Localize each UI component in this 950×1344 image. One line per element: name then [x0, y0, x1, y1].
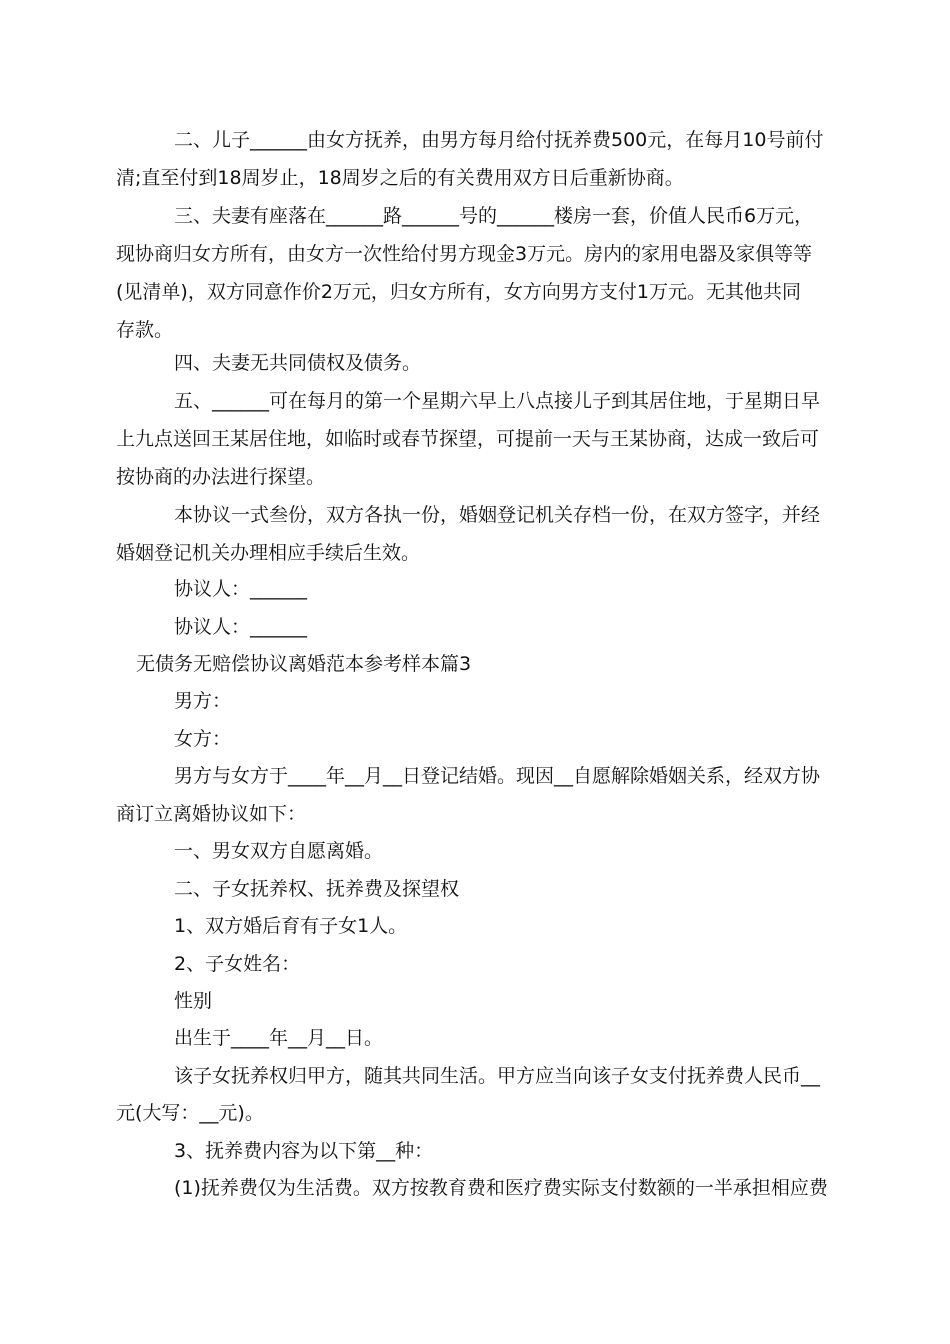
text-line: 2、子女姓名：: [174, 953, 301, 975]
text-line: 本协议一式叁份，双方各执一份，婚姻登记机关存档一份，在双方签字，并经: [174, 504, 821, 526]
text-line: 上九点送回王某居住地，如临时或春节探望，可提前一天与王某协商，达成一致后可: [116, 428, 820, 450]
text-line: 现协商归女方所有，由女方一次性给付男方现金3万元。房内的家用电器及家俱等等: [116, 243, 813, 265]
text-line: 性别: [174, 990, 213, 1012]
text-line: 存款。: [116, 319, 174, 341]
text-line: 一、男女双方自愿离婚。: [174, 840, 384, 862]
signatory-line: 协议人：______: [174, 578, 308, 600]
text-line: 二、子女抚养权、抚养费及探望权: [174, 878, 460, 900]
text-line: 婚姻登记机关办理相应手续后生效。: [116, 542, 421, 564]
text-line: (见清单)，双方同意作价2万元，归女方所有，女方向男方支付1万元。无其他共同: [116, 281, 802, 303]
text-line: (1)抚养费仅为生活费。双方按教育费和医疗费实际支付数额的一半承担相应费: [174, 1177, 828, 1199]
text-line: 元(大写：__元)。: [116, 1102, 264, 1124]
text-line: 3、抚养费内容为以下第__种：: [174, 1140, 434, 1162]
text-line: 按协商的办法进行探望。: [116, 466, 326, 488]
text-line: 男方与女方于____年__月__日登记结婚。现因__自愿解除婚姻关系，经双方协: [174, 765, 821, 787]
text-line: 三、夫妻有座落在______路______号的______楼房一套，价值人民币6万元，: [174, 205, 814, 227]
text-line: 1、双方婚后育有子女1人。: [174, 915, 408, 937]
text-line: 该子女抚养权归甲方，随其共同生活。甲方应当向该子女支付抚养费人民币__: [174, 1065, 821, 1087]
text-line: 出生于____年__月__日。: [174, 1027, 384, 1049]
section-title: 无债务无赔偿协议离婚范本参考样本篇3: [136, 653, 472, 675]
text-line: 二、儿子______由女方抚养，由男方每月给付抚养费500元，在每月10号前付: [174, 129, 824, 151]
text-line: 男方：: [174, 690, 232, 712]
text-line: 商订立离婚协议如下：: [116, 803, 307, 825]
signatory-line: 协议人：______: [174, 616, 308, 638]
text-line: 女方：: [174, 728, 232, 750]
text-line: 四、夫妻无共同债权及债务。: [174, 352, 422, 374]
text-line: 清;直至付到18周岁止，18周岁之后的有关费用双方日后重新协商。: [116, 167, 684, 189]
text-line: 五、______可在每月的第一个星期六早上八点接儿子到其居住地，于星期日早: [174, 390, 821, 412]
